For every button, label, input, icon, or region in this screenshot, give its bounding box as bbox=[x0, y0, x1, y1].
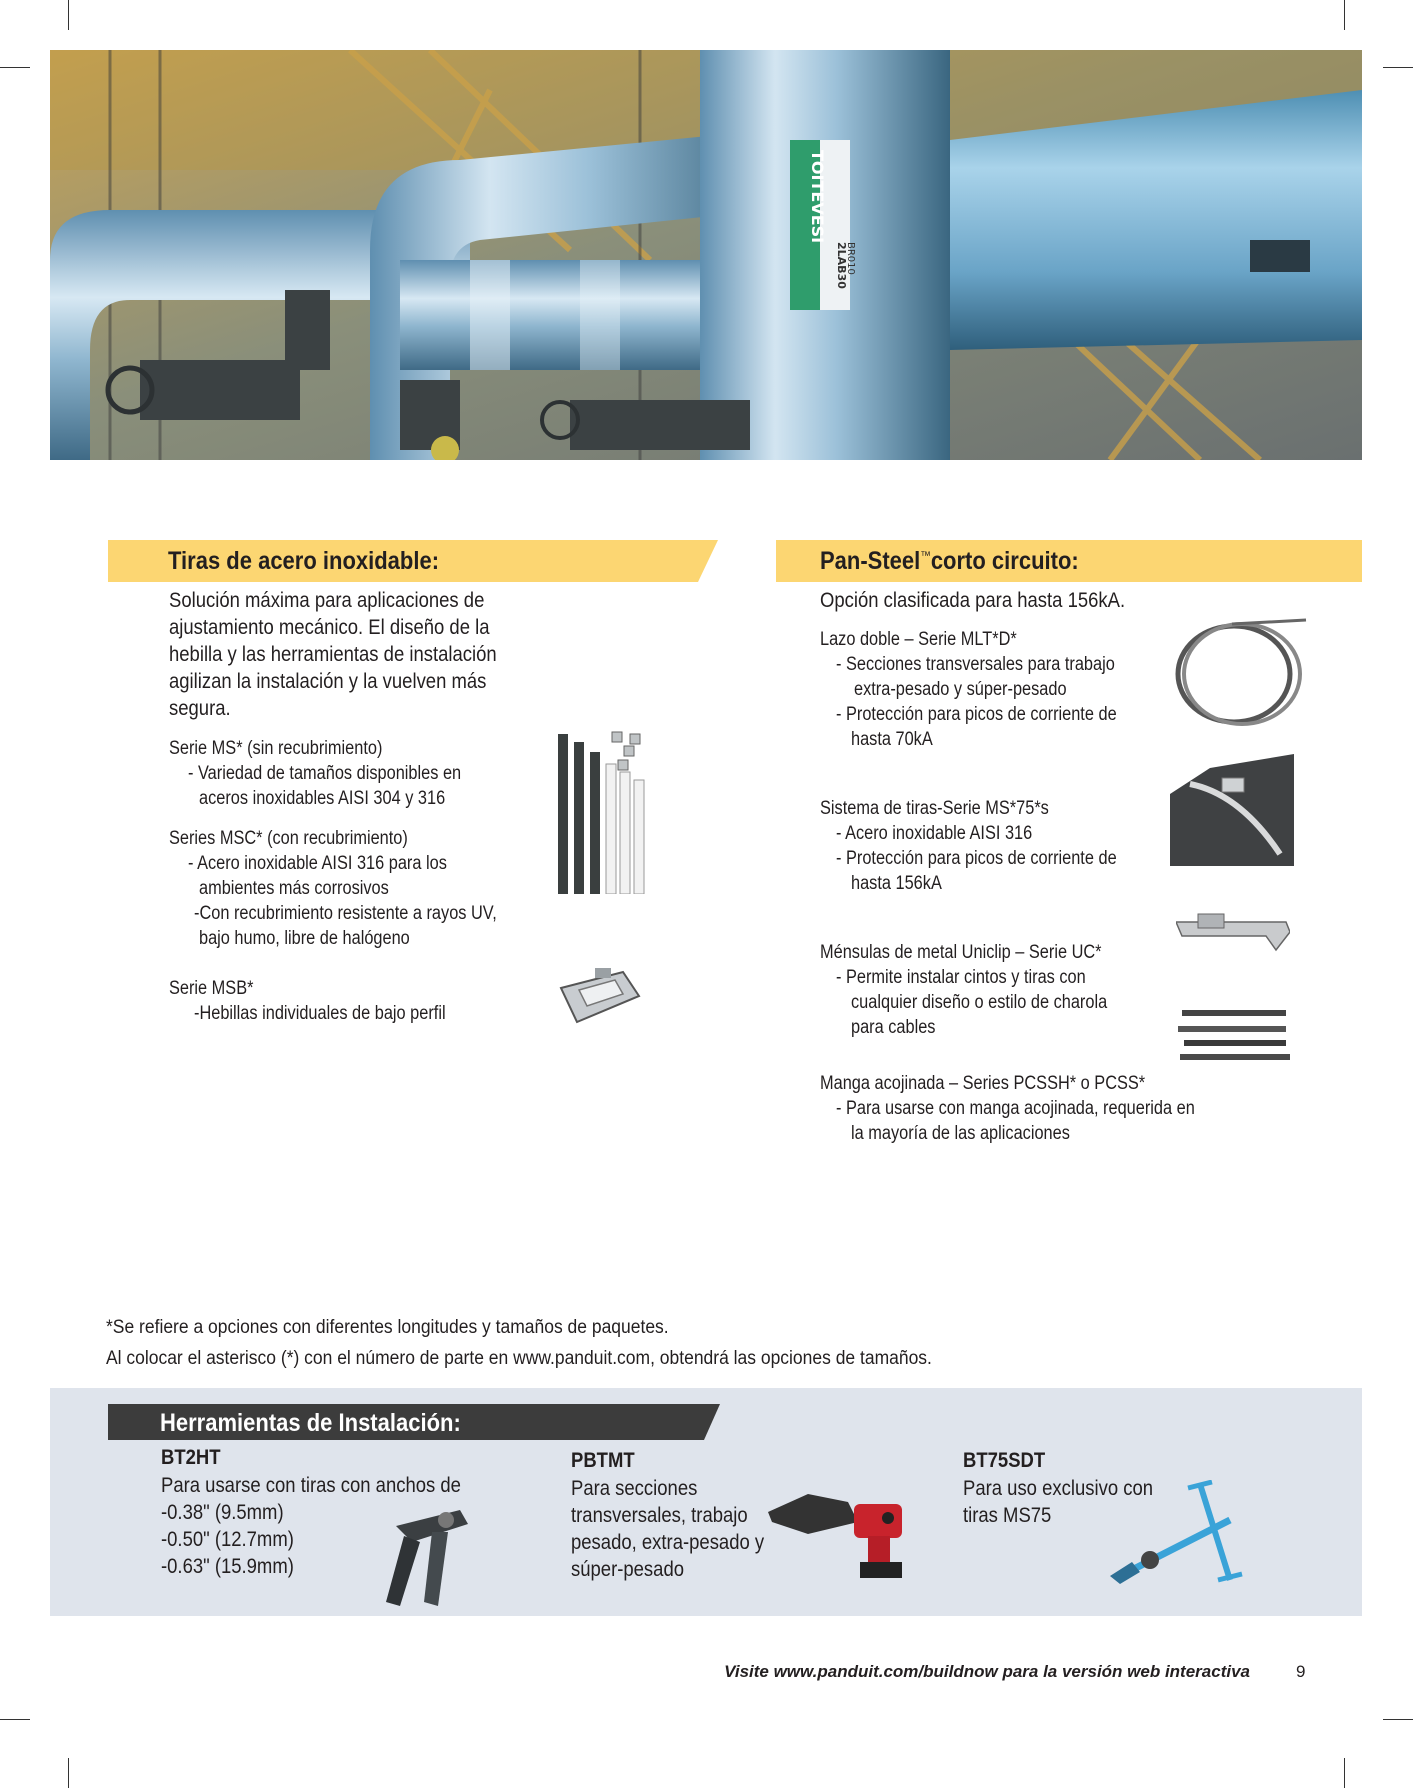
stainless-heading-banner bbox=[108, 540, 718, 582]
crop-mark bbox=[1383, 1719, 1413, 1720]
mlt-bullet-1-cont: extra-pesado y súper-pesado bbox=[854, 679, 1067, 700]
crop-mark bbox=[0, 67, 30, 68]
uc-bullet: - Permite instalar cintos y tiras con bbox=[836, 967, 1086, 988]
mlt-series-title: Lazo doble – Serie MLT*D* bbox=[820, 629, 1017, 650]
page-number: 9 bbox=[1296, 1662, 1306, 1681]
ms-bullet: - Variedad de tamaños disponibles en bbox=[188, 763, 462, 784]
stainless-intro bbox=[169, 587, 497, 722]
pbtmt-tool-image bbox=[768, 1478, 918, 1580]
bt2ht-line: -0.63" (15.9mm) bbox=[161, 1555, 294, 1578]
uniclip-bracket-image bbox=[1176, 910, 1290, 956]
msc-series-title: Series MSC* (con recubrimiento) bbox=[169, 828, 408, 849]
msc-bullet-1: - Acero inoxidable AISI 316 para los bbox=[188, 853, 447, 874]
pipe-label-code1: 2LAB30 bbox=[835, 242, 848, 289]
msc-bullet-1-cont: ambientes más corrosivos bbox=[199, 878, 389, 899]
uc-bullet-cont: cualquier diseño o estilo de charola bbox=[851, 992, 1108, 1013]
hero-industrial-pipes-photo bbox=[50, 50, 1362, 460]
bt75sdt-line: tiras MS75 bbox=[963, 1504, 1052, 1527]
ms75-bullet-1: - Acero inoxidable AISI 316 bbox=[836, 823, 1033, 844]
footnote-line-1: *Se refiere a opciones con diferentes longitudes y tamaños de paquetes. bbox=[106, 1317, 669, 1338]
low-profile-buckle-image bbox=[553, 966, 643, 1028]
ms-series-title: Serie MS* (sin recubrimiento) bbox=[169, 738, 383, 759]
intro-line: hebilla y las herramientas de instalación bbox=[169, 643, 497, 666]
msc-bullet-2: -Con recubrimiento resistente a rayos UV, bbox=[194, 903, 497, 924]
pcss-series-title: Manga acojinada – Series PCSSH* o PCSS* bbox=[820, 1073, 1146, 1094]
pcss-bullet: - Para usarse con manga acojinada, requerida en bbox=[836, 1098, 1195, 1119]
pipe-label-main: TOITEVESI bbox=[808, 150, 827, 244]
strap-system-image bbox=[1170, 754, 1294, 866]
crop-mark bbox=[0, 1719, 30, 1720]
footnote bbox=[106, 1312, 932, 1374]
pansteel-intro: Opción clasificada para hasta 156kA. bbox=[820, 589, 1126, 612]
ms75-bullet-2-cont: hasta 156kA bbox=[851, 873, 942, 894]
double-wrap-tie-image bbox=[1172, 614, 1308, 730]
footnote-line-2: Al colocar el asterisco (*) con el número de parte en www.panduit.com, obtendrá las opciones de tamaños. bbox=[106, 1348, 932, 1369]
crop-mark bbox=[68, 0, 69, 30]
ms75-bullet-2: - Protección para picos de corriente de bbox=[836, 848, 1117, 869]
tools-heading: Herramientas de Instalación: bbox=[160, 1409, 461, 1437]
bt75sdt-line: Para uso exclusivo con bbox=[963, 1477, 1154, 1500]
uc-bullet-cont2: para cables bbox=[851, 1017, 936, 1038]
crop-mark bbox=[68, 1758, 69, 1788]
pipe-label-code2: BR010 bbox=[845, 242, 856, 275]
mlt-bullet-2: - Protección para picos de corriente de bbox=[836, 704, 1117, 725]
tools-heading-banner bbox=[108, 1404, 720, 1440]
pbtmt-line: transversales, trabajo bbox=[571, 1504, 748, 1527]
msb-bullet: -Hebillas individuales de bajo perfil bbox=[194, 1003, 446, 1024]
mlt-bullet-1: - Secciones transversales para trabajo bbox=[836, 654, 1115, 675]
footer-web-link[interactable]: Visite www.panduit.com/buildnow para la versión web interactiva bbox=[724, 1662, 1250, 1681]
pbtmt-line: Para secciones bbox=[571, 1477, 698, 1500]
pbtmt-line: pesado, extra-pesado y bbox=[571, 1531, 765, 1554]
installation-tools-panel bbox=[50, 1388, 1362, 1616]
intro-line: Solución máxima para aplicaciones de bbox=[169, 589, 485, 612]
mlt-bullet-2-cont: hasta 70kA bbox=[851, 729, 933, 750]
msb-series-title: Serie MSB* bbox=[169, 978, 254, 999]
msc-bullet-2-cont: bajo humo, libre de halógeno bbox=[199, 928, 410, 949]
crop-mark bbox=[1383, 67, 1413, 68]
stainless-ties-image bbox=[552, 724, 652, 894]
bt2ht-line: -0.38" (9.5mm) bbox=[161, 1501, 284, 1524]
trademark-symbol: ™ bbox=[920, 548, 931, 563]
pansteel-heading-banner bbox=[776, 540, 1362, 582]
pbtmt-desc bbox=[571, 1475, 764, 1583]
stainless-heading: Tiras de acero inoxidable: bbox=[168, 547, 440, 575]
padded-sleeve-image bbox=[1178, 1006, 1290, 1066]
pansteel-heading-rest: corto circuito: bbox=[930, 547, 1079, 575]
bt75sdt-tool-image bbox=[1110, 1480, 1260, 1584]
intro-line: segura. bbox=[169, 697, 231, 720]
bt2ht-title: BT2HT bbox=[161, 1446, 221, 1469]
uc-series-title: Ménsulas de metal Uniclip – Serie UC* bbox=[820, 942, 1102, 963]
bt2ht-line: -0.50" (12.7mm) bbox=[161, 1528, 294, 1551]
pbtmt-title: PBTMT bbox=[571, 1449, 635, 1472]
intro-line: agilizan la instalación y la vuelven más bbox=[169, 670, 487, 693]
crop-mark bbox=[1344, 1758, 1345, 1788]
bt2ht-tool-image bbox=[376, 1502, 476, 1610]
pbtmt-line: súper-pesado bbox=[571, 1558, 685, 1581]
pansteel-heading bbox=[820, 547, 1079, 576]
intro-line: ajustamiento mecánico. El diseño de la bbox=[169, 616, 490, 639]
pansteel-heading-main: Pan-Steel bbox=[820, 547, 921, 575]
bt75sdt-title: BT75SDT bbox=[963, 1449, 1046, 1472]
crop-mark bbox=[1344, 0, 1345, 30]
ms75-series-title: Sistema de tiras-Serie MS*75*s bbox=[820, 798, 1049, 819]
ms-bullet-cont: aceros inoxidables AISI 304 y 316 bbox=[199, 788, 446, 809]
bt2ht-line: Para usarse con tiras con anchos de bbox=[161, 1474, 461, 1497]
pcss-bullet-cont: la mayoría de las aplicaciones bbox=[851, 1123, 1070, 1144]
